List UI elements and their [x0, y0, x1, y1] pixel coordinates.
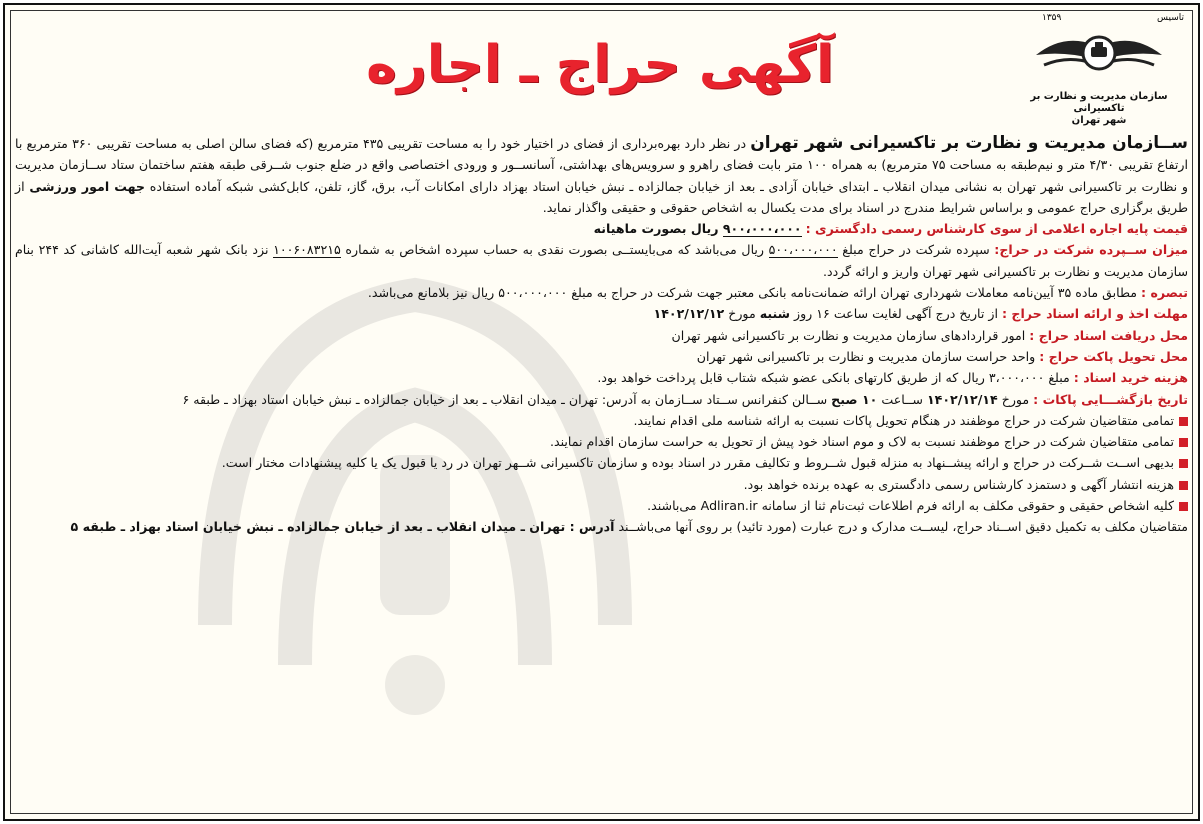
opening-text2: ســاعت [877, 391, 927, 407]
deposit-text1: سپرده شرکت در حراج مبلغ [837, 242, 995, 258]
deadline-text2: مورخ [724, 306, 760, 322]
receive-line [15, 325, 1188, 346]
fee-label: هزینه خرید اسناد : [1073, 370, 1188, 386]
deposit-paragraph [15, 239, 1188, 282]
delivery-text: واحد حراست سازمان مدیریت و نظارت بر تاکسیرانی شهر تهران [696, 348, 1040, 364]
delivery-line [15, 346, 1188, 367]
deadline-line [15, 303, 1188, 324]
intro-paragraph [15, 133, 1188, 218]
deposit-text2: ریال می‌باشد که می‌بایستــی بصورت نقدی به حساب سپرده اشخاص به شماره [340, 242, 769, 258]
red-square-bullet-icon [1179, 417, 1188, 426]
org-name-line2: شهر تهران [1071, 115, 1127, 126]
deadline-text: از تاریخ درج آگهی لغایت ساعت ۱۶ روز [790, 306, 1002, 322]
bullet-item-2 [15, 431, 1188, 452]
notice-frame [3, 3, 1200, 821]
deadline-label: مهلت اخذ و ارائه اسناد حراج : [1001, 306, 1188, 322]
red-square-bullet-icon [1179, 438, 1188, 447]
note-line [15, 282, 1188, 303]
base-price-line [15, 218, 1188, 239]
base-price-suffix: ریال بصورت ماهیانه [593, 221, 723, 237]
delivery-label: محل تحویل پاکت حراج : [1039, 348, 1188, 364]
intro-sport: جهت امور ورزشی [29, 178, 146, 194]
bullet-item-3 [15, 452, 1188, 473]
opening-date: ۱۴۰۲/۱۲/۱۴ [926, 391, 998, 407]
closing-text: متقاضیان مکلف به تکمیل دقیق اســناد حراج، لیســت مدارک و درج عبارت (مورد تائید) بر روی آنها می‌باشــند [614, 519, 1188, 535]
opening-text3: ســالن کنفرانس ســتاد ســازمان به آدرس: تهران ـ میدان انقلاب ـ بعد از خیابان جمالزاده ـ نبش خیابان استاد بهزاد ـ طبقه ۶ [182, 391, 832, 407]
intro-text2: از طریق برگزاری حراج عمومی و براساس شرایط مندرج در اسناد برای مدت یکسال به اشخاص حقوقی و حقیقی واگذار نماید. [15, 178, 1188, 215]
receive-text: امور قراردادهای سازمان مدیریت و نظارت بر تاکسیرانی شهر تهران [671, 327, 1030, 343]
bullet-item-1 [15, 410, 1188, 431]
org-logo [1014, 13, 1184, 126]
bullet-text: هزینه انتشار آگهی و دستمزد کارشناس رسمی دادگستری به عهده برنده خواهد بود. [743, 476, 1174, 492]
note-text: مطابق ماده ۳۵ آیین‌نامه معاملات شهرداری تهران ارائه ضمانت‌نامه بانکی معتبر جهت شرکت در حراج به مبلغ ۵۰۰،۰۰۰،۰۰۰ ریال نیز بلامانع می‌باشد. [367, 285, 1142, 301]
opening-time: ۱۰ صبح [831, 391, 878, 407]
deposit-amount: ۵۰۰،۰۰۰،۰۰۰ [768, 242, 838, 258]
bullet-item-4 [15, 474, 1188, 495]
deadline-day: شنبه [759, 306, 791, 322]
intro-text: در نظر دارد بهره‌برداری از فضای در اختیار خود را به مساحت تقریبی ۴۳۵ مترمربع (که فضای سالن اصلی به مساحت تقریبی ۳۶۰ مترمربع با ارتفاع تقریبی ۴/۳۰ متر و نیم‌طبقه به مساحت ۷۵ مترمربع) به همراه ۱۰۰ متر بابت فضای راهرو و سرویس‌های بهداشتی، آسانســور و ورودی اختصاصی واقع در ضلع جنوب شــرقی طبقه هفتم ساختمان ستاد ســازمان مدیریت و نظارت بر تاکسیرانی شهر تهران به نشانی میدان انقلاب ـ ابتدای خیابان آزادی ـ بعد از خیابان جمالزاده ـ نبش خیابان استاد بهزاد دارای امکانات آب، برق، گاز، تلفن، کابل‌کشی شبکه آماده استفاده [15, 136, 1188, 194]
note-label: تبصره : [1141, 285, 1188, 301]
taxi-wings-icon [1034, 25, 1164, 87]
notice-title: آگهی حراج ـ اجاره [366, 35, 834, 95]
org-name-line1: سازمان مدیریت و نظارت بر تاکسیرانی [1030, 91, 1168, 114]
founded-label: تاسیس [1157, 13, 1184, 23]
bullet-text: تمامی متقاضیان شرکت در حراج موظفند نسبت به لاک و موم اسناد خود پیش از تحویل به حراست سازمان اقدام نمایند. [550, 434, 1174, 450]
deposit-text3: نزد بانک شهر شعبه آیت‌الله کاشانی کد ۲۴۴ بنام سازمان مدیریت و نظارت بر تاکسیرانی شهر تهران واریز و ارائه گردد. [15, 242, 1188, 279]
deadline-date: ۱۴۰۲/۱۲/۱۲ [653, 306, 725, 322]
red-square-bullet-icon [1179, 459, 1188, 468]
bullet-item-5 [15, 495, 1188, 516]
bullet-text: تمامی متقاضیان شرکت در حراج موظفند در هنگام تحویل پاکات نسبت به ارائه شناسه ملی اقدام نمایند. [633, 412, 1174, 428]
fee-line [15, 367, 1188, 388]
red-square-bullet-icon [1179, 502, 1188, 511]
closing-address: آدرس : تهران ـ میدان انقلاب ـ بعد از خیابان جمالزاده ـ نبش خیابان استاد بهزاد ـ طبقه ۵ [70, 519, 615, 535]
base-price-label: قیمت پایه اجاره اعلامی از سوی کارشناس رسمی دادگستری : [805, 221, 1188, 237]
deposit-account: ۱۰۰۶۰۸۳۲۱۵ [273, 242, 341, 258]
base-price-amount: ۹۰۰،۰۰۰،۰۰۰ [722, 221, 802, 237]
receive-label: محل دریافت اسناد حراج : [1029, 327, 1188, 343]
intro-org: ســازمان مدیریت و نظارت بر تاکسیرانی شهر تهران [750, 133, 1189, 153]
closing-paragraph [15, 516, 1188, 537]
bullet-text: بدیهی اســت شــرکت در حراج و ارائه پیشــنهاد به منزله قبول شــروط و تکالیف مقرر در اسناد بوده و سازمان تاکسیرانی شــهر تهران در رد یا قبول یک یا کلیه پیشنهادات مختار است. [221, 455, 1174, 471]
opening-label: تاریخ بازگشـــایی پاکات : [1033, 391, 1188, 407]
fee-text: مبلغ ۳،۰۰۰،۰۰۰ ریال که از طریق کارتهای بانکی عضو شبکه شتاب قابل پرداخت خواهد بود. [597, 370, 1074, 386]
opening-paragraph [15, 389, 1188, 410]
deposit-label: میزان ســپرده شرکت در حراج: [994, 242, 1188, 258]
notice-body [15, 133, 1188, 815]
bullet-text: کلیه اشخاص حقیقی و حقوقی مکلف به ارائه فرم اطلاعات ثبت‌نام ثنا از سامانه Adliran.ir می‌باشند. [647, 498, 1174, 514]
opening-text1: مورخ [997, 391, 1034, 407]
red-square-bullet-icon [1179, 481, 1188, 490]
founded-year: ۱۳۵۹ [1042, 13, 1062, 23]
